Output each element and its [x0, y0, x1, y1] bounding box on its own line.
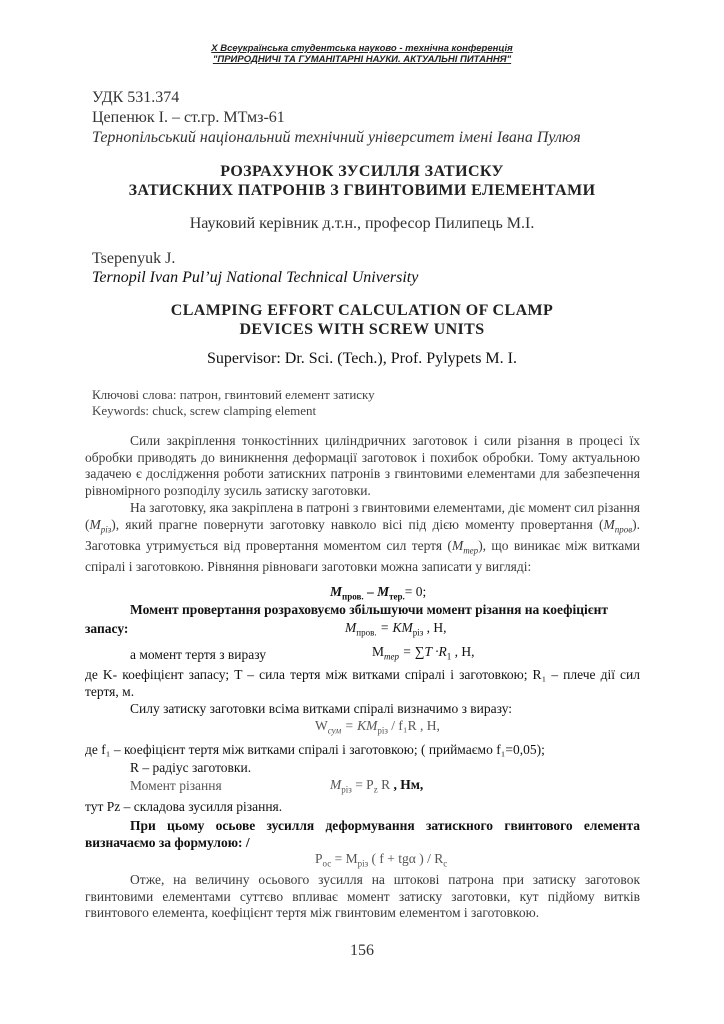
eq5-rhs: = P: [351, 777, 374, 792]
eq3-end: , Н,: [451, 644, 475, 659]
paragraph-3: Момент провертання розраховуємо збільшуючи момент різання на коефіцієнт: [130, 602, 609, 617]
eq2-end: , Н,: [423, 620, 447, 635]
eq6-tail: ( f + tgα ) / R: [368, 851, 444, 866]
eq6-lhs-sub: ос: [322, 858, 332, 869]
paragraph-11: При цьому осьове зусилля деформування затискного гвинтового елемента визначаємо за формулою: /: [85, 818, 640, 850]
eq5-lhs: M: [330, 777, 342, 792]
eq3-lhs-sub: тер: [384, 651, 400, 662]
eq5-rhs-sub: z: [373, 784, 378, 795]
eq5-tail: R: [377, 777, 391, 792]
eq6-tail-sub: c: [443, 858, 448, 869]
eq2-lhs: M: [345, 620, 357, 635]
paragraph-9: Момент різання: [130, 778, 222, 793]
supervisor-en: Supervisor: Dr. Sci. (Tech.), Prof. Pylypets M. I.: [207, 350, 517, 367]
title-ua: [0, 162, 724, 200]
eq3-rhs-sub: 1: [446, 651, 452, 662]
p2-symbol-2-sub: пров: [614, 524, 633, 535]
p2-symbol-1: M: [89, 516, 101, 532]
keywords-ua: Ключові слова: патрон, гвинтовий елемент затиску: [92, 387, 375, 402]
paragraph-3-cont: запасу:: [85, 621, 129, 636]
university-en: Ternopil Ivan Pul’uj National Technical University: [92, 269, 419, 286]
paragraph-12: Отже, на величину осьового зусилля на штокові патрона при затиску заготовок гвинтовими елементами суттєво впливає момент затиску заготовки, кут підйому витків гвинтового елемента, коефіцієнт тертя між гвинтовим елементом і заготовкою.: [85, 872, 640, 920]
paragraph-8: R – радіус заготовки.: [130, 760, 252, 775]
paragraph-7: де f₁ – коефіцієнт тертя між витками спіралі і заготовкою; ( приймаємо f₁=0,05);: [85, 742, 545, 757]
paragraph-2: [85, 500, 640, 575]
eq1-mid: –: [363, 584, 378, 599]
eq1-b: M: [377, 584, 390, 599]
p2-text-b: ), який прагне повернути заготовку навколо вісі під дією моменту провертання (: [111, 516, 604, 532]
eq2-lhs-sub: пров.: [356, 627, 377, 638]
title-ua-line-1: РОЗРАХУНОК ЗУСИЛЛЯ ЗАТИСКУ: [220, 163, 504, 180]
keywords-en: Keywords: chuck, screw clamping element: [92, 403, 317, 418]
eq3-lhs: M: [372, 644, 385, 659]
eq6-rhs-sub: різ: [357, 858, 369, 869]
conference-line-2: "ПРИРОДНИЧІ ТА ГУМАНІТАРНІ НАУКИ. АКТУАЛЬНІ ПИТАННЯ": [212, 54, 512, 65]
paragraph-6: Силу затиску заготовки всіма витками спіралі визначимо з виразу:: [130, 701, 513, 716]
title-en: [0, 301, 724, 339]
conference-line-1: X Всеукраїнська студентська науково - технічна конференція: [211, 43, 513, 54]
eq2-rhs: = KM: [376, 620, 413, 635]
supervisor-ua: Науковий керівник д.т.н., професор Пилипець М.І.: [189, 215, 535, 232]
equation-turning-moment: [345, 620, 447, 638]
eq2-rhs-sub: різ: [412, 627, 424, 638]
eq4-tail: / f₁R: [387, 718, 417, 733]
page-number: 156: [350, 942, 374, 959]
eq4-lhs: W: [315, 718, 328, 733]
eq3-rhs: = ∑T ·R: [399, 644, 447, 659]
p2-symbol-2: M: [603, 516, 615, 532]
paragraph-1: Сили закріплення тонкостінних циліндричних заготовок і сили різання в процесі їх обробки приводять до виникнення деформації заготовок і похибок обробки. Тому актуальною задачею є дослідження роботи затискних патронів з гвинтовими елементами для забезпечення рівномірного розподілу зусиль затиску заготовки.: [85, 433, 640, 498]
author-ua: Цепенюк І. – ст.гр. МТмз-61: [92, 109, 285, 126]
eq5-lhs-sub: різ: [341, 784, 352, 795]
eq6-rhs: = M: [331, 851, 358, 866]
eq1-a-sub: пров.: [342, 591, 364, 602]
eq4-rhs-sub: різ: [377, 725, 388, 736]
eq4-rhs: = KM: [341, 718, 378, 733]
udc-code: УДК 531.374: [92, 89, 180, 106]
eq4-end: , Н,: [416, 718, 440, 733]
title-ua-line-2: ЗАТИСКНИХ ПАТРОНІВ З ГВИНТОВИМИ ЕЛЕМЕНТАМИ: [128, 182, 596, 199]
p2-symbol-3: M: [451, 537, 464, 553]
p2-text-c: ). Заготовка утримується від провертання моментом сил тертя (: [85, 516, 640, 553]
p2-symbol-1-sub: різ: [100, 524, 112, 535]
eq1-a: M: [330, 584, 343, 599]
paragraph-4: а момент тертя з виразу: [130, 647, 267, 662]
p2-text-a: На заготовку, яка закріплена в патроні з гвинтовими елементами, діє момент сил різання (: [85, 500, 640, 532]
equation-friction-moment: [372, 644, 475, 662]
title-en-line-1: CLAMPING EFFORT CALCULATION OF CLAMP: [170, 302, 554, 319]
title-en-line-2: DEVICES WITH SCREW UNITS: [239, 321, 485, 338]
author-en: Tsepenyuk J.: [92, 250, 176, 267]
equation-axial-force: [315, 851, 447, 869]
conference-header: [0, 43, 724, 65]
equation-equilibrium: [330, 584, 426, 602]
university-ua: Тернопільський національний технічний університет імені Івана Пулюя: [92, 129, 581, 146]
eq4-lhs-sub: сум: [327, 725, 342, 736]
paragraph-10: тут Pz – складова зусилля різання.: [85, 799, 283, 814]
equation-clamping-force: [315, 718, 440, 736]
eq6-lhs: P: [315, 851, 323, 866]
equation-cutting-moment: [330, 777, 423, 795]
eq1-end: = 0;: [404, 584, 427, 599]
eq5-end: , Нм,: [390, 777, 424, 792]
p2-symbol-3-sub: тер: [463, 545, 479, 556]
p2-text-d: ), що виникає між витками спіралі і заготовкою. Рівняння рівноваги заготовки можна записати у вигляді:: [85, 537, 640, 574]
eq1-b-sub: тер.: [389, 591, 405, 602]
paragraph-5: де K- коефіцієнт запасу; T – сила тертя між витками спіралі і заготовкою; R₁ – плече дії сил тертя, м.: [85, 667, 640, 699]
